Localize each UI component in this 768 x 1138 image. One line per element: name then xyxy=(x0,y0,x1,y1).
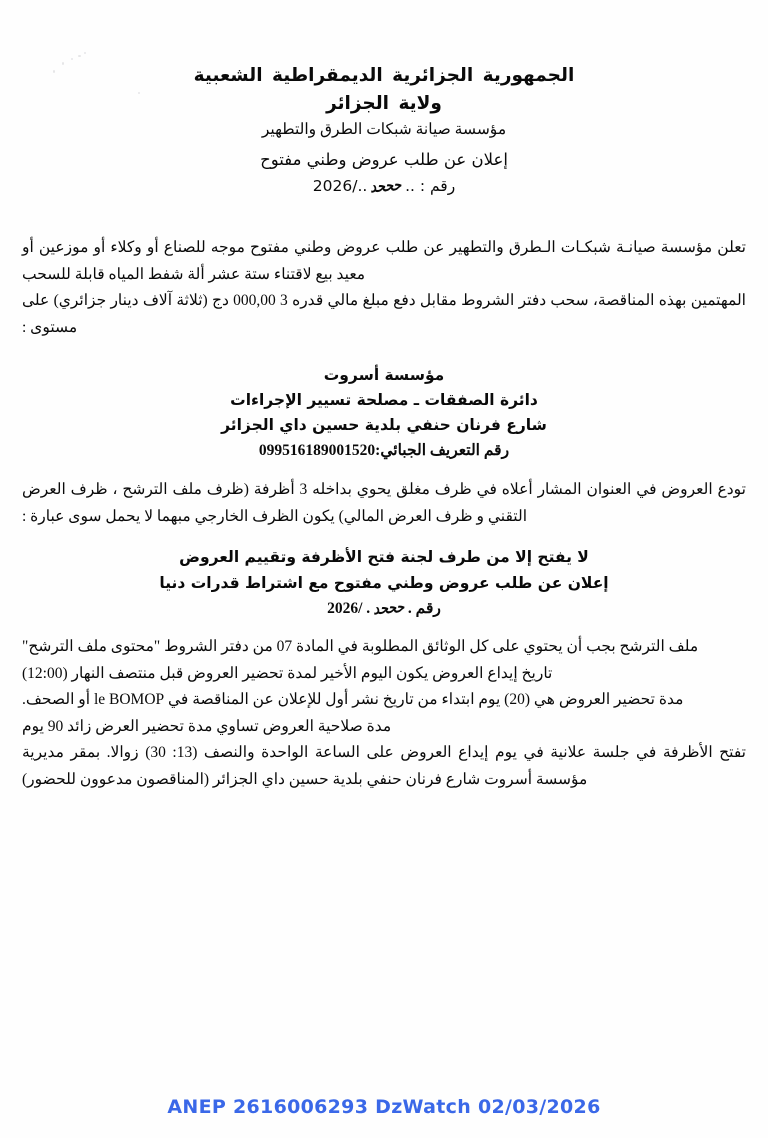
header-organization-name: مؤسسة صيانة شبكات الطرق والتطهير xyxy=(261,121,507,138)
envelope-rule-paragraph: تودع العروض في العنوان المشار أعلاه في ظرف مغلق يحوي بداخله 3 أظرفة (ظرف ملف الترشح ، ظرف العرض التقني و ظرف العرض المالي) يكون الظرف الخارجي مبهما لا يحمل سوى عبارة : xyxy=(22,481,746,525)
address-tax-id xyxy=(22,438,746,463)
deposit-date-clause: تاريخ إيداع العروض يكون اليوم الأخير لمدة تحضير العروض قبل منتصف النهار (12:00) xyxy=(22,664,553,682)
deposit-paragraph: المهتمين بهذه المناقصة، سحب دفتر الشروط مقابل دفع مبلغ مالي قدره 3 000,00 دج (ثلاثة آلاف دينار جزائري) على مستوى : xyxy=(22,292,746,336)
preparation-period-clause: مدة تحضير العروض هي (20) يوم ابتداء من تاريخ نشر أول للإعلان عن المناقصة في le BOMOP أو الصحف. xyxy=(22,691,684,708)
conditions-block xyxy=(22,634,746,793)
statement-number-suffix: . /2026 xyxy=(327,600,371,617)
scan-speckle xyxy=(84,52,86,54)
opening-session-clause: تفتح الأظرفة في جلسة علانية في يوم إيداع العروض على الساعة الواحدة والنصف (13: 30) زوالا. بمقر مديرية مؤسسة أسروت شارع فرنان حنفي بلدية حسين داي الجزائر (المناقصون مدعوون للحضور) xyxy=(22,744,747,788)
envelope-statement-number xyxy=(22,596,746,622)
tender-number-scribble: حححد xyxy=(370,176,403,197)
scan-speckle xyxy=(78,55,81,57)
address-block xyxy=(22,363,746,463)
envelope-statement-line1: لا يفتح إلا من طرف لجنة فتح الأظرفة وتقييم العروض xyxy=(179,548,589,566)
document-content xyxy=(22,62,746,793)
envelope-statement-line2: إعلان عن طلب عروض وطني مفتوح مع اشتراط قدرات دنيا xyxy=(159,574,609,592)
statement-number-scribble: حححد xyxy=(373,598,405,619)
address-department: دائرة الصفقات ـ مصلحة تسيير الإجراءات xyxy=(230,391,538,409)
tax-id-label: رقم التعريف الجبائي: xyxy=(375,442,510,459)
candidacy-file-clause: ملف الترشح بجب أن يحتوي على كل الوثائق المطلوبة في المادة 07 من دفتر الشروط "محتوى ملف الترشح" xyxy=(22,638,699,655)
header-republic-title: الجمهورية الجزائرية الديمقراطية الشعبية xyxy=(193,65,575,86)
intro-paragraph: تعلن مؤسسة صيانـة شبكـات الـطرق والتطهير عن طلب عروض وطني مفتوح موجه للصناع أو وكلاء أو موزعين أو معيد بيع لاقتناء ستة عشر ألة شفط المياه قابلة للسحب xyxy=(22,239,746,283)
address-entity: مؤسسة أسروت xyxy=(323,366,445,384)
validity-period-clause: مدة صلاحية العروض تساوي مدة تحضير العرض زائد 90 يوم xyxy=(22,717,392,735)
envelope-statement-block xyxy=(22,544,746,622)
tax-id-value: 099516189001520 xyxy=(258,442,376,459)
document-header xyxy=(22,62,746,199)
address-street: شارع فرنان حنفي بلدية حسين داي الجزائر xyxy=(221,416,547,434)
anep-footer: ANEP 2616006293 DzWatch 02/03/2026 xyxy=(167,1096,601,1118)
header-wilaya-title: ولاية الجزائر xyxy=(326,93,442,114)
tender-number-prefix: رقم : .. xyxy=(405,177,456,195)
header-announcement-title: إعلان عن طلب عروض وطني مفتوح xyxy=(260,150,508,169)
tender-number-suffix: ../2026 xyxy=(312,177,368,195)
scan-speckle xyxy=(71,58,73,60)
header-tender-number xyxy=(22,174,746,199)
statement-number-prefix: رقم . xyxy=(407,600,441,617)
